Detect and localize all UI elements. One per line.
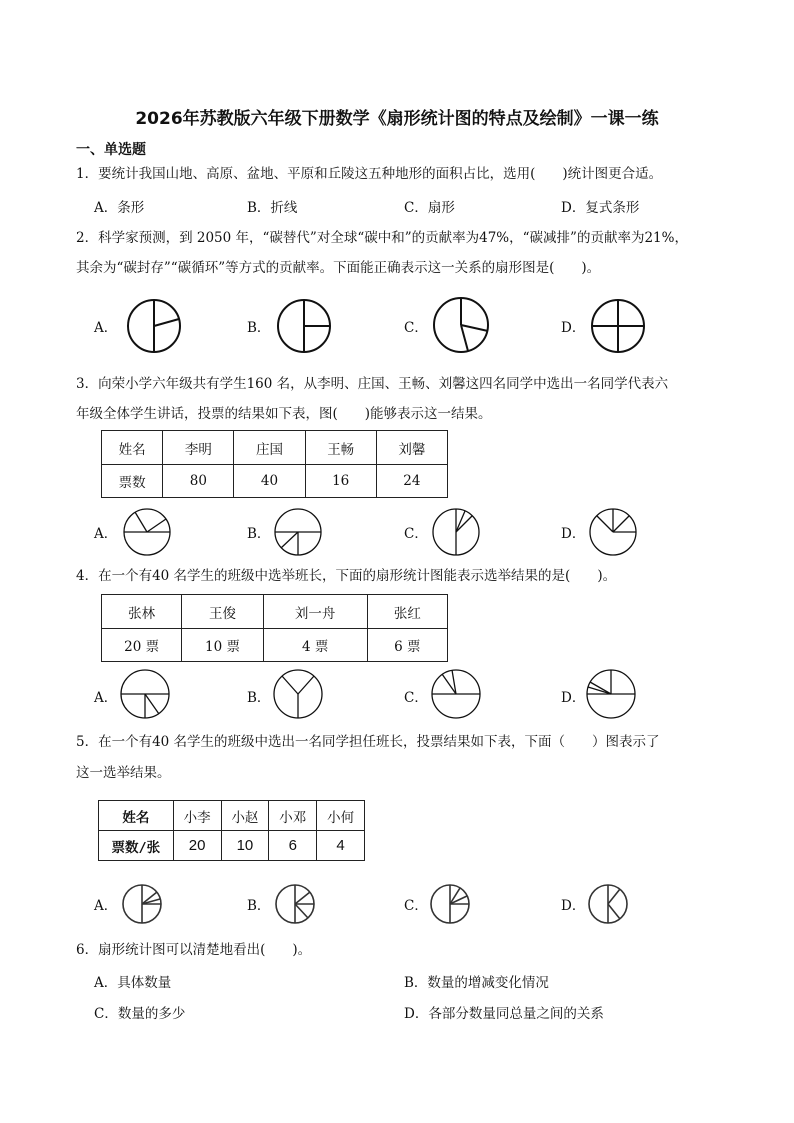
q5-pie-c: [430, 884, 470, 924]
q5-pie-d: [588, 884, 628, 924]
q4-pie-d: [586, 669, 636, 719]
pie-divider: [461, 325, 468, 351]
q3-pie-c: [432, 508, 480, 556]
table-header-cell: 刘馨: [376, 431, 447, 465]
q5-option-a[interactable]: A．: [94, 898, 118, 914]
q5-option-c[interactable]: C．: [404, 898, 428, 914]
q4-pie-b: [273, 669, 323, 719]
question-2-line2: 其余为“碳封存”“碳循环”等方式的贡献率。下面能正确表示这一关系的扇形图是( )。: [76, 260, 601, 276]
pie-divider: [281, 532, 298, 548]
q6-option-d[interactable]: D．各部分数量同总量之间的关系: [404, 1006, 604, 1022]
q5-option-d[interactable]: D．: [561, 898, 586, 914]
table-header-cell: 张林: [102, 595, 182, 629]
q3-pie-a: [123, 508, 171, 556]
q1-option-b[interactable]: B．折线: [247, 200, 298, 216]
pie-divider: [295, 904, 308, 918]
pie-divider: [461, 325, 488, 331]
question-5-line1: 5．在一个有40 名学生的班级中选出一名同学担任班长，投票结果如下表，下面（ ）图表示了: [76, 734, 660, 750]
question-2-line1: 2．科学家预测，到 2050 年，“碳替代”对全球“碳中和”的贡献率为47%，“碳减排”的贡献率为21%，: [76, 230, 688, 246]
question-3-line2: 年级全体学生讲话，投票的结果如下表，图( )能够表示这一结果。: [76, 406, 492, 422]
question-3-line1: 3．向荣小学六年级共有学生160 名，从李明、庄国、王畅、刘馨这四名同学中选出一名同学代表六: [76, 376, 669, 392]
table-cell: 票数/张: [99, 831, 174, 861]
question-4-text: 4．在一个有40 名学生的班级中选举班长，下面的扇形统计图能表示选举结果的是( )。: [76, 568, 617, 584]
q2-option-b[interactable]: B．: [247, 320, 271, 336]
table-header-cell: 姓名: [102, 431, 163, 465]
pie-divider: [295, 892, 310, 904]
pie-divider: [613, 516, 629, 532]
page-title: 2026年苏教版六年级下册数学《扇形统计图的特点及绘制》一课一练: [135, 109, 659, 129]
pie-divider: [282, 676, 298, 694]
pie-divider: [298, 676, 314, 694]
pie-divider: [608, 889, 620, 904]
table-cell: 20 票: [102, 629, 182, 662]
table-cell: 20: [173, 831, 221, 861]
question-5-line2: 这一选举结果。: [76, 765, 171, 781]
pie-divider: [145, 694, 159, 714]
q3-option-b[interactable]: B．: [247, 526, 271, 542]
pie-divider: [135, 512, 147, 532]
table-header-cell: 小邓: [269, 801, 317, 831]
table-header-cell: 姓名: [99, 801, 174, 831]
q6-option-b[interactable]: B．数量的增减变化情况: [404, 975, 549, 991]
q2-pie-b: [276, 298, 332, 354]
table-cell: 票数: [102, 465, 163, 498]
question-1-text: 1．要统计我国山地、高原、盆地、平原和丘陵这五种地形的面积占比，选用( )统计图更合适。: [76, 166, 663, 182]
q4-option-b[interactable]: B．: [247, 690, 271, 706]
q2-option-a[interactable]: A．: [94, 320, 118, 336]
q5-pie-b: [275, 884, 315, 924]
pie-divider: [608, 904, 620, 919]
pie-divider: [456, 511, 465, 532]
q2-pie-d: [590, 298, 646, 354]
table-cell: 24: [376, 465, 447, 498]
q4-pie-c: [431, 669, 481, 719]
table-cell: 4: [317, 831, 365, 861]
q1-option-c[interactable]: C．扇形: [404, 200, 455, 216]
table-cell: 80: [163, 465, 234, 498]
q6-option-c[interactable]: C．数量的多少: [94, 1006, 186, 1022]
table-cell: 16: [305, 465, 376, 498]
table-header-cell: 张红: [367, 595, 447, 629]
table-header-cell: 刘一舟: [263, 595, 367, 629]
pie-divider: [147, 519, 166, 532]
q4-option-d[interactable]: D．: [561, 690, 586, 706]
table-header-cell: 庄国: [234, 431, 305, 465]
q3-vote-table: [101, 430, 448, 498]
q5-vote-table: [98, 800, 365, 861]
table-header-cell: 李明: [163, 431, 234, 465]
table-header-cell: 小李: [173, 801, 221, 831]
q2-pie-a: [126, 298, 182, 354]
q3-option-d[interactable]: D．: [561, 526, 586, 542]
question-6-text: 6．扇形统计图可以清楚地看出( )。: [76, 942, 312, 958]
table-cell: 6 票: [367, 629, 447, 662]
table-header-cell: 王俊: [182, 595, 263, 629]
q3-pie-b: [274, 508, 322, 556]
table-cell: 4 票: [263, 629, 367, 662]
q3-option-a[interactable]: A．: [94, 526, 118, 542]
q6-option-a[interactable]: A．具体数量: [94, 975, 172, 991]
table-cell: 6: [269, 831, 317, 861]
q2-option-d[interactable]: D．: [561, 320, 586, 336]
table-header-cell: 小何: [317, 801, 365, 831]
q1-option-a[interactable]: A．条形: [94, 200, 145, 216]
pie-divider: [456, 516, 472, 532]
table-cell: 40: [234, 465, 305, 498]
table-cell: 10 票: [182, 629, 263, 662]
q5-option-b[interactable]: B．: [247, 898, 271, 914]
pie-divider: [154, 319, 179, 326]
q2-pie-c: [432, 296, 490, 354]
q5-pie-a: [122, 884, 162, 924]
q3-pie-d: [589, 508, 637, 556]
table-cell: 10: [221, 831, 269, 861]
q1-option-d[interactable]: D．复式条形: [561, 200, 640, 216]
section-heading: 一、单选题: [76, 142, 146, 158]
pie-divider: [597, 516, 613, 532]
table-header-cell: 小赵: [221, 801, 269, 831]
q4-option-c[interactable]: C．: [404, 690, 428, 706]
q2-option-c[interactable]: C．: [404, 320, 428, 336]
q4-pie-a: [120, 669, 170, 719]
q3-option-c[interactable]: C．: [404, 526, 428, 542]
table-header-cell: 王畅: [305, 431, 376, 465]
q4-vote-table: [101, 594, 448, 662]
q4-option-a[interactable]: A．: [94, 690, 118, 706]
